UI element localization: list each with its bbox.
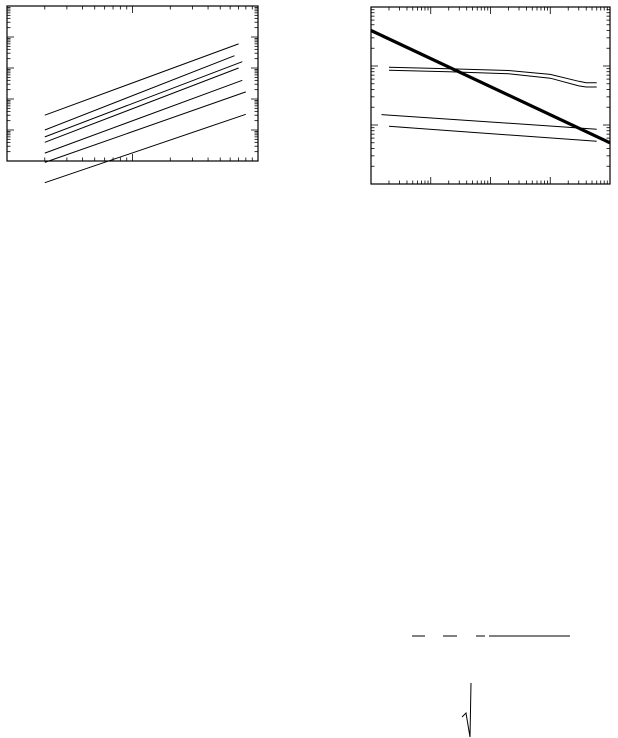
left-series-line-7 <box>45 114 246 182</box>
left-plot-ticks <box>7 6 258 161</box>
equation-fragment <box>412 636 570 737</box>
right-series-line-2 <box>389 67 597 83</box>
left-series-line-6 <box>45 92 246 162</box>
right-plot-series <box>371 31 610 143</box>
left-plot-frame <box>7 6 258 161</box>
right-plot <box>371 7 610 184</box>
square-root-sign <box>462 683 471 737</box>
right-series-line-1 <box>371 31 610 143</box>
left-plot-series <box>45 44 246 183</box>
right-plot-ticks <box>371 7 610 184</box>
left-series-line-2 <box>45 56 235 130</box>
right-series-line-5 <box>389 126 597 141</box>
left-plot <box>7 6 258 183</box>
right-plot-frame <box>371 7 610 184</box>
